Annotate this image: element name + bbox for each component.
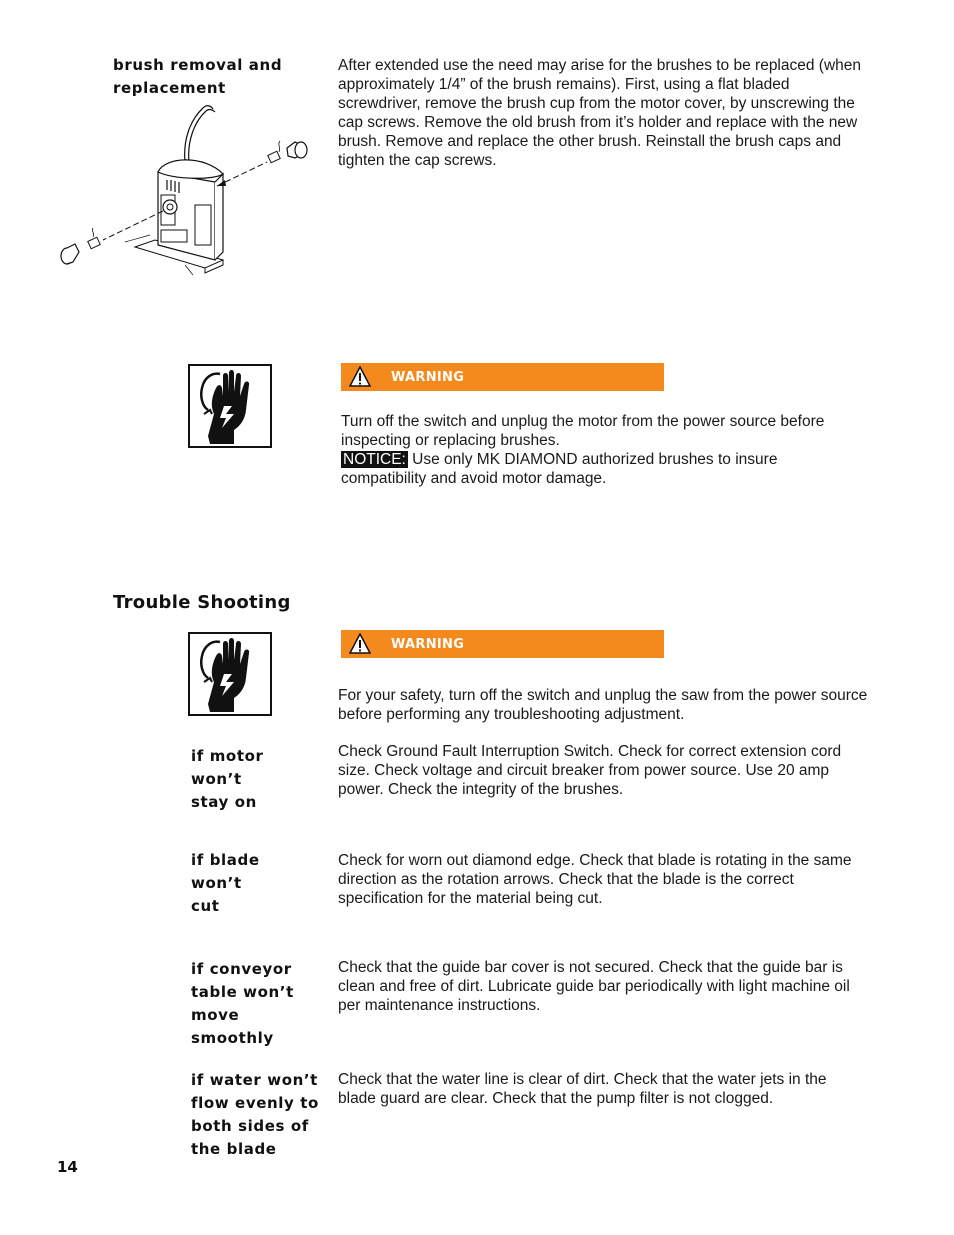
troubleshooting-title: Trouble Shooting [113, 592, 291, 613]
issue-text: Check Ground Fault Interruption Switch. Check for correct extension cord size. Check voltage and circuit breaker from power source. Use 20 amp power. Check the integrity of the brushes. [338, 743, 842, 798]
notice-text: Use only MK DIAMOND authorized brushes to insure compatibility and avoid motor damage. [341, 451, 778, 487]
issue-heading: if water won’t flow evenly to both sides of the blade [191, 1071, 319, 1158]
warning-label: WARNING [391, 636, 465, 652]
electric-shock-icon [188, 632, 272, 716]
warning-1-body: Turn off the switch and unplug the motor from the power source before inspecting or replacing brushes. [341, 413, 825, 449]
warning-triangle-icon [349, 633, 371, 655]
notice-label: NOTICE: [343, 451, 406, 468]
page-number: 14 [57, 1158, 78, 1176]
issue-text: Check that the guide bar cover is not secured. Check that the guide bar is clean and free of dirt. Lubricate guide bar periodically with light machine oil per maintenance instructions. [338, 959, 850, 1014]
motor-brush-illustration [55, 100, 320, 285]
warning-label: WARNING [391, 369, 465, 385]
issue-text: Check that the water line is clear of dirt. Check that the water jets in the blade guard are clear. Check that the pump filter is not clogged. [338, 1071, 827, 1107]
warning-2-text: For your safety, turn off the switch and unplug the saw from the power source before performing any troubleshooting adjustment. [338, 687, 868, 723]
brush-text: After extended use the need may arise for the brushes to be replaced (when approximately 1/4” of the brush remains). First, using a flat bladed screwdriver, remove the brush cup from the motor cover, by unscrewing the cap screws. Remove the old brush from it’s holder and replace with the new brush. Remove and replace the other brush. Reinstall the brush caps and tighten the cap screws. [338, 57, 862, 169]
issue-heading: if motor won’t stay on [191, 747, 264, 811]
warning-triangle-icon [349, 366, 371, 388]
warning-bar-2 [341, 630, 664, 658]
issue-heading: if blade won’t cut [191, 851, 260, 915]
brush-heading: brush removal and replacement [113, 56, 283, 97]
warning-bar-1 [341, 363, 664, 391]
issue-heading: if conveyor table won’t move smoothly [191, 960, 294, 1047]
electric-shock-icon [188, 364, 272, 448]
warning-1-text [341, 412, 846, 488]
issue-text: Check for worn out diamond edge. Check that blade is rotating in the same direction as the rotation arrows. Check that the blade is the correct specification for the material being cut. [338, 852, 852, 907]
